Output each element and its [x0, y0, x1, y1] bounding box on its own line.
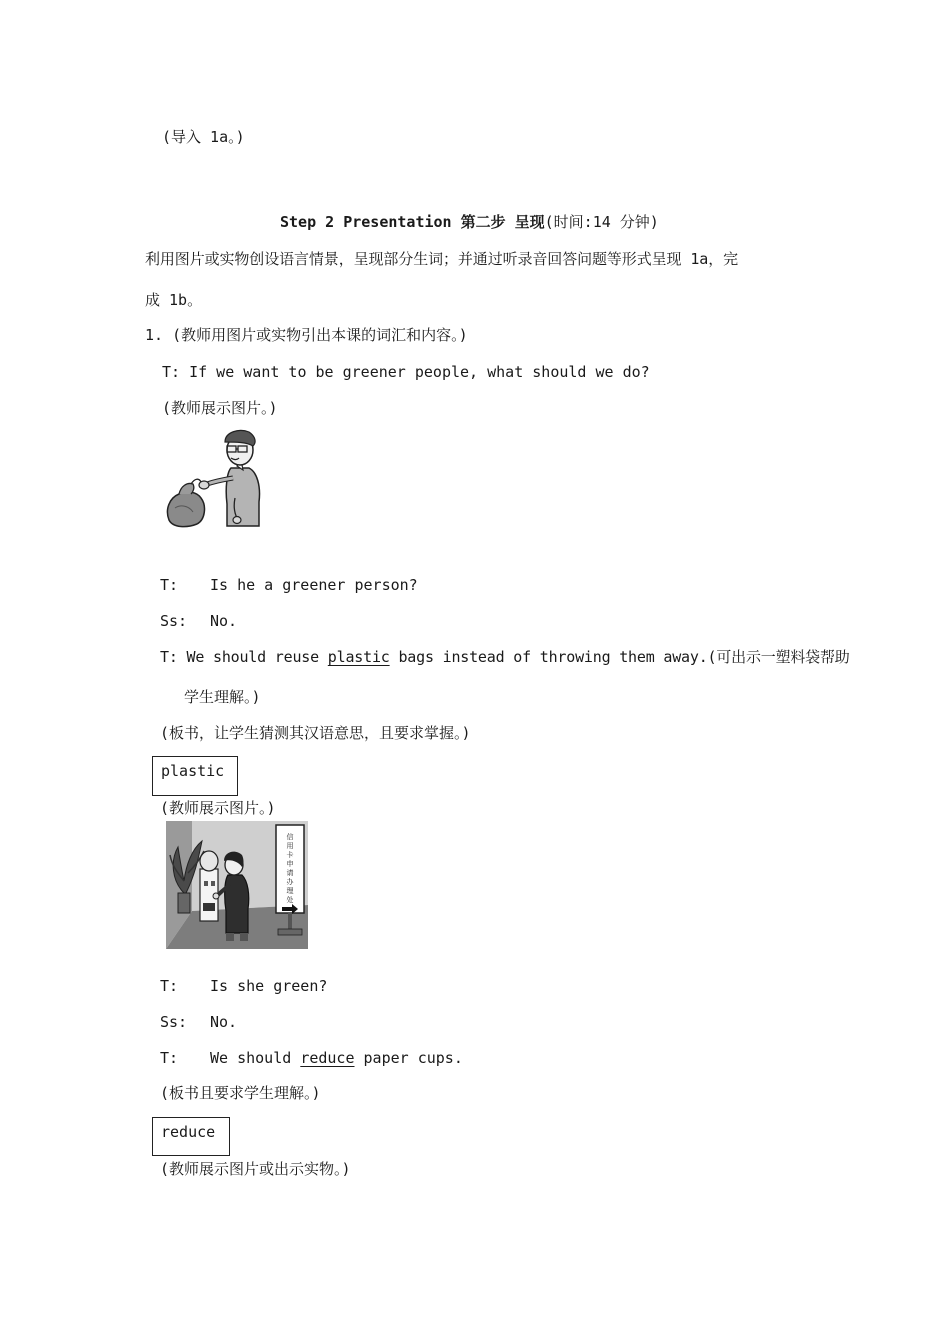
heading-time: (时间:14 分钟)	[544, 213, 659, 231]
man-figure	[199, 430, 260, 526]
water-dispenser-icon	[200, 851, 218, 921]
dialog-1-text-1: Is he a greener person?	[210, 576, 418, 594]
sign-char-1: 信	[286, 833, 294, 841]
vocab-box-reduce: reduce	[152, 1117, 230, 1156]
sign-char-2: 用	[286, 842, 294, 850]
dialog-1-text-2: No.	[210, 612, 238, 630]
board-note-2: (板书且要求学生理解。)	[160, 1084, 321, 1102]
dialog-2-line-1	[160, 976, 327, 996]
plastic-suffix: bags instead of throwing them away.(可出示一塑料袋帮助	[389, 648, 850, 666]
teacher-plastic-line	[160, 647, 850, 667]
man-throwing-bag-illustration	[163, 428, 275, 532]
dialog-1-line-1	[160, 575, 418, 595]
sign-char-5: 请	[286, 869, 294, 877]
show-picture-note-3: (教师展示图片或出示实物。)	[160, 1160, 351, 1178]
dialog-2-text-1: Is she green?	[210, 977, 328, 995]
teacher-plastic-line-2: 学生理解。)	[184, 688, 261, 706]
dialog-2-speaker-2: Ss:	[160, 1013, 188, 1031]
reduce-prefix: We should	[210, 1049, 301, 1067]
vocab-box-plastic: plastic	[152, 756, 238, 796]
sign-char-8: 处	[286, 896, 294, 904]
plastic-prefix: T: We should reuse	[160, 648, 328, 666]
dialog-2-line-2	[160, 1012, 237, 1032]
sign-char-4: 申	[286, 860, 294, 868]
section-heading	[280, 212, 659, 232]
dialog-1-line-2	[160, 611, 237, 631]
intro-note: (导入 1a。)	[162, 128, 245, 146]
reduce-speaker: T:	[160, 1049, 179, 1067]
dialog-2-text-2: No.	[210, 1013, 238, 1031]
show-picture-note-1: (教师展示图片。)	[162, 399, 278, 417]
description-line-2: 成 1b。	[145, 291, 203, 309]
reduce-keyword: reduce	[300, 1049, 355, 1067]
dialog-1-speaker-1: T:	[160, 576, 179, 594]
woman-paper-cup-illustration	[166, 821, 308, 949]
description-line-1: 利用图片或实物创设语言情景，呈现部分生词；并通过听录音回答问题等形式呈现 1a，完	[145, 250, 738, 268]
board-note-1: (板书，让学生猜测其汉语意思，且要求掌握。)	[160, 724, 471, 742]
item-1-heading: 1. (教师用图片或实物引出本课的词汇和内容。)	[145, 326, 468, 344]
dialog-1-speaker-2: Ss:	[160, 612, 188, 630]
heading-step: Step 2 Presentation 第二步 呈现	[280, 213, 545, 231]
plastic-keyword: plastic	[327, 648, 390, 666]
reduce-suffix: paper cups.	[354, 1049, 463, 1067]
sign-char-3: 卡	[286, 851, 294, 859]
sign-char-6: 办	[286, 878, 294, 886]
teacher-question: T: If we want to be greener people, what should we do?	[162, 363, 650, 381]
teacher-reduce-line	[160, 1048, 463, 1068]
show-picture-note-2: (教师展示图片。)	[160, 799, 276, 817]
sign-char-7: 理	[286, 887, 294, 895]
dialog-2-speaker-1: T:	[160, 977, 179, 995]
